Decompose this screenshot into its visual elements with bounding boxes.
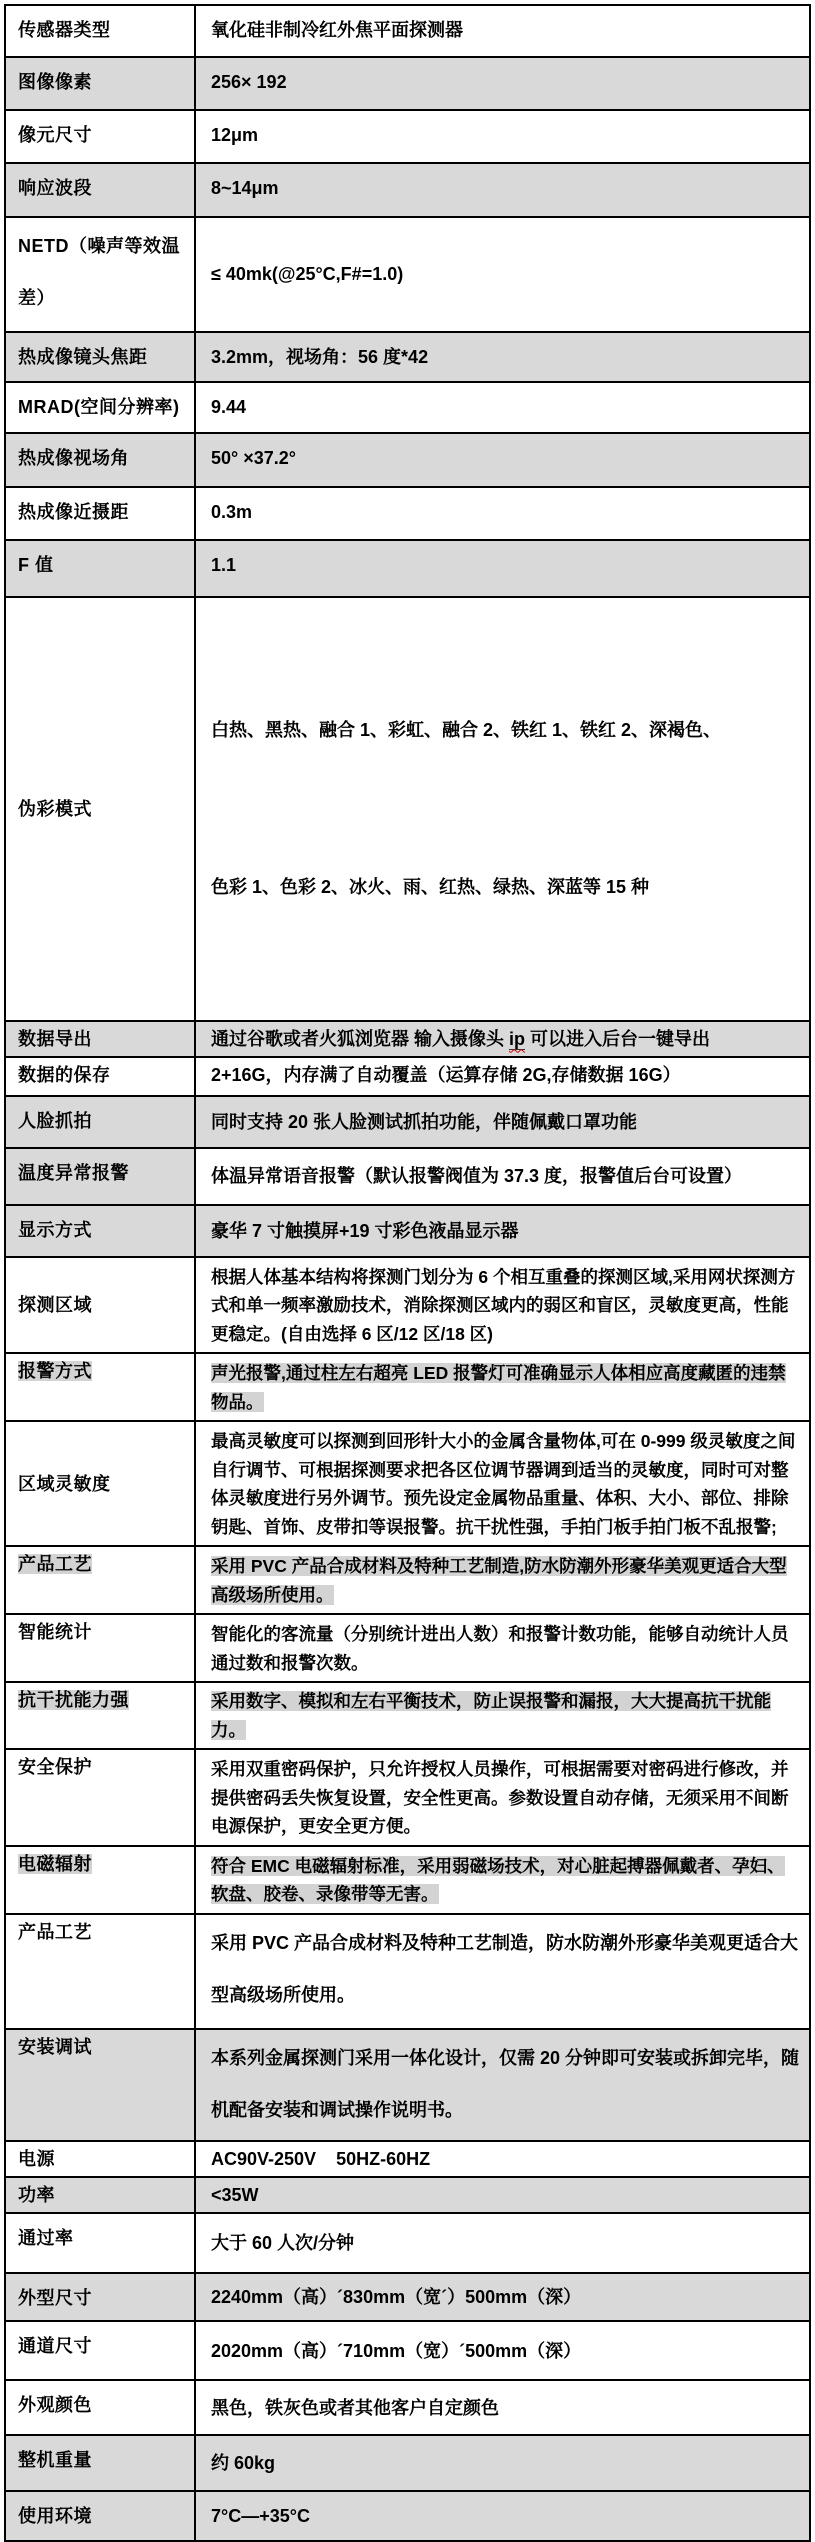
spec-label-cell (5, 1846, 195, 1914)
spec-value-cell: 50° ×37.2° (195, 433, 810, 487)
spec-value-line: 色彩 1、色彩 2、冰火、雨、红热、绿热、深蓝等 15 种 (211, 876, 650, 897)
table-row (5, 1205, 810, 1257)
spec-value-cell: 2020mm（高）´710mm（宽）´500mm（深） (195, 2321, 810, 2380)
table-row (5, 487, 810, 540)
table-row (5, 1257, 810, 1354)
spec-label-cell: 热成像近摄距 (5, 487, 195, 540)
spec-label-cell: 功率 (5, 2177, 195, 2213)
spec-value-cell: 2240mm（高）´830mm（宽´）500mm（深） (195, 2273, 810, 2321)
spec-label-text: 报警方式 (18, 1361, 92, 1382)
table-row (5, 2177, 810, 2213)
table-row (5, 110, 810, 163)
spec-label-cell: 探测区域 (5, 1257, 195, 1354)
table-row (5, 1614, 810, 1682)
spec-label-cell: 使用环境 (5, 2491, 195, 2541)
spec-label-text: 抗干扰能力强 (18, 1690, 129, 1711)
table-row (5, 1353, 810, 1421)
table-row (5, 433, 810, 487)
spec-value-text: 通过谷歌或者火狐浏览器 输入摄像头 (211, 1028, 510, 1049)
spec-label-cell: 像元尺寸 (5, 110, 195, 163)
spec-label-cell: MRAD(空间分辨率) (5, 382, 195, 433)
spec-value-cell (195, 1682, 810, 1749)
table-row (5, 57, 810, 110)
table-row (5, 332, 810, 382)
spec-label-cell: 外型尺寸 (5, 2273, 195, 2321)
spec-label-text: 电磁辐射 (18, 1853, 92, 1874)
table-row (5, 1682, 810, 1749)
spec-value-cell: 体温异常语音报警（默认报警阀值为 37.3 度，报警值后台可设置） (195, 1148, 810, 1205)
spec-label-cell: 人脸抓拍 (5, 1096, 195, 1148)
spec-value-cell: 同时支持 20 张人脸测试抓拍功能，伴随佩戴口罩功能 (195, 1096, 810, 1148)
spec-label-cell: 温度异常报警 (5, 1148, 195, 1205)
spec-label-cell (5, 1546, 195, 1614)
table-row (5, 2321, 810, 2380)
spec-value-cell: 根据人体基本结构将探测门划分为 6 个相互重叠的探测区域,采用网状探测方式和单一频率激励技术，消除探测区域内的弱区和盲区，灵敏度更高，性能更稳定。(自由选择 6 区/12 区/18 区) (195, 1257, 810, 1354)
spec-value-cell: 黑色，铁灰色或者其他客户自定颜色 (195, 2380, 810, 2435)
spec-label-cell: 响应波段 (5, 163, 195, 217)
spec-value-cell: 采用双重密码保护，只允许授权人员操作，可根据需要对密码进行修改，并提供密码丢失恢复设置，安全性更高。参数设置自动存储，无须采用不间断电源保护，更安全更方便。 (195, 1749, 810, 1846)
spec-value-cell: 12μm (195, 110, 810, 163)
spec-value-cell: 8~14μm (195, 163, 810, 217)
table-row (5, 1021, 810, 1057)
spec-label-cell: 通过率 (5, 2213, 195, 2273)
spec-label-cell: 智能统计 (5, 1614, 195, 1682)
table-row (5, 1846, 810, 1914)
spec-label-cell: 电源 (5, 2141, 195, 2177)
spec-label-cell: 安全保护 (5, 1749, 195, 1846)
table-row (5, 382, 810, 433)
table-row (5, 2213, 810, 2273)
table-row (5, 1546, 810, 1614)
spec-value-cell: 0.3m (195, 487, 810, 540)
table-row (5, 597, 810, 1021)
spec-label-cell: 传感器类型 (5, 5, 195, 57)
table-row (5, 1148, 810, 1205)
spec-value-cell: 大于 60 人次/分钟 (195, 2213, 810, 2273)
spec-label-cell: 显示方式 (5, 1205, 195, 1257)
spec-value-text: 采用数字、模拟和左右平衡技术，防止误报警和漏报，大大提高抗干扰能力。 (211, 1691, 771, 1740)
spec-value-cell: 氧化硅非制冷红外焦平面探测器 (195, 5, 810, 57)
spec-label-cell: 数据的保存 (5, 1057, 195, 1096)
spec-value-cell: 9.44 (195, 382, 810, 433)
table-row (5, 2141, 810, 2177)
spec-label-cell: 数据导出 (5, 1021, 195, 1057)
table-row (5, 2380, 810, 2435)
table-row (5, 1096, 810, 1148)
table-row (5, 5, 810, 57)
table-row (5, 1421, 810, 1546)
spec-value-cell: 3.2mm，视场角：56 度*42 (195, 332, 810, 382)
spec-label-cell: 图像像素 (5, 57, 195, 110)
spec-value-cell: 最高灵敏度可以探测到回形针大小的金属含量物体,可在 0-999 级灵敏度之间自行调节、可根据探测要求把各区位调节器调到适当的灵敏度，同时可对整体灵敏度进行另外调节。预先设定金属物品重量、体积、大小、部位、排除钥匙、首饰、皮带扣等误报警。抗干扰性强，手拍门板手拍门板不乱报警; (195, 1421, 810, 1546)
table-row (5, 540, 810, 597)
spec-value-text: 采用 PVC 产品合成材料及特种工艺制造,防水防潮外形豪华美观更适合大型高级场所使用。 (211, 1556, 787, 1605)
spec-value-cell: 7°C—+35°C (195, 2491, 810, 2541)
spec-label-cell: NETD（噪声等效温差） (5, 217, 195, 332)
table-row (5, 163, 810, 217)
spec-label-text: 产品工艺 (18, 1554, 92, 1575)
spec-value-cell: <35W (195, 2177, 810, 2213)
spec-value-cell (195, 597, 810, 1021)
spec-value-cell: 采用 PVC 产品合成材料及特种工艺制造，防水防潮外形豪华美观更适合大型高级场所使用。 (195, 1914, 810, 2029)
spec-label-cell: F 值 (5, 540, 195, 597)
spec-value-cell: ≤ 40mk(@25°C,F#=1.0) (195, 217, 810, 332)
spec-value-text: 可以进入后台一键导出 (525, 1028, 711, 1049)
spec-value-cell: 2+16G，内存满了自动覆盖（运算存储 2G,存储数据 16G） (195, 1057, 810, 1096)
spec-value-text: 声光报警,通过柱左右超亮 LED 报警灯可准确显示人体相应高度藏匿的违禁物品。 (211, 1363, 786, 1412)
spec-label-cell: 整机重量 (5, 2435, 195, 2491)
ip-text: ip (509, 1028, 526, 1049)
spec-label-cell: 伪彩模式 (5, 597, 195, 1021)
table-row (5, 2435, 810, 2491)
spec-value-cell: 约 60kg (195, 2435, 810, 2491)
spec-label-cell: 安装调试 (5, 2029, 195, 2141)
table-row (5, 2029, 810, 2141)
table-row (5, 1749, 810, 1846)
spec-label-cell (5, 1682, 195, 1749)
spec-label-cell (5, 1353, 195, 1421)
spec-label-cell: 区域灵敏度 (5, 1421, 195, 1546)
spec-label-cell: 热成像镜头焦距 (5, 332, 195, 382)
spec-table (4, 4, 811, 2542)
table-row (5, 2273, 810, 2321)
spec-value-cell: AC90V-250V 50HZ-60HZ (195, 2141, 810, 2177)
spec-value-line: 白热、黑热、融合 1、彩虹、融合 2、铁红 1、铁红 2、深褐色、 (211, 720, 722, 741)
table-row (5, 1057, 810, 1096)
table-row (5, 2491, 810, 2541)
spec-value-cell: 豪华 7 寸触摸屏+19 寸彩色液晶显示器 (195, 1205, 810, 1257)
spec-value-cell: 1.1 (195, 540, 810, 597)
spec-value-cell: 256× 192 (195, 57, 810, 110)
spec-value-cell (195, 1021, 810, 1057)
spec-label-cell: 产品工艺 (5, 1914, 195, 2029)
spec-label-cell: 通道尺寸 (5, 2321, 195, 2380)
spec-label-cell: 外观颜色 (5, 2380, 195, 2435)
table-row (5, 217, 810, 332)
spec-value-cell: 智能化的客流量（分别统计进出人数）和报警计数功能，能够自动统计人员通过数和报警次数。 (195, 1614, 810, 1682)
spec-value-cell (195, 1546, 810, 1614)
spec-value-cell: 本系列金属探测门采用一体化设计，仅需 20 分钟即可安装或拆卸完毕，随机配备安装和调试操作说明书。 (195, 2029, 810, 2141)
spec-value-text: 符合 EMC 电磁辐射标准，采用弱磁场技术，对心脏起搏器佩戴者、孕妇、软盘、胶卷、录像带等无害。 (211, 1855, 785, 1905)
spec-label-cell: 热成像视场角 (5, 433, 195, 487)
table-row (5, 1914, 810, 2029)
spec-value-cell (195, 1846, 810, 1914)
spec-value-cell (195, 1353, 810, 1421)
